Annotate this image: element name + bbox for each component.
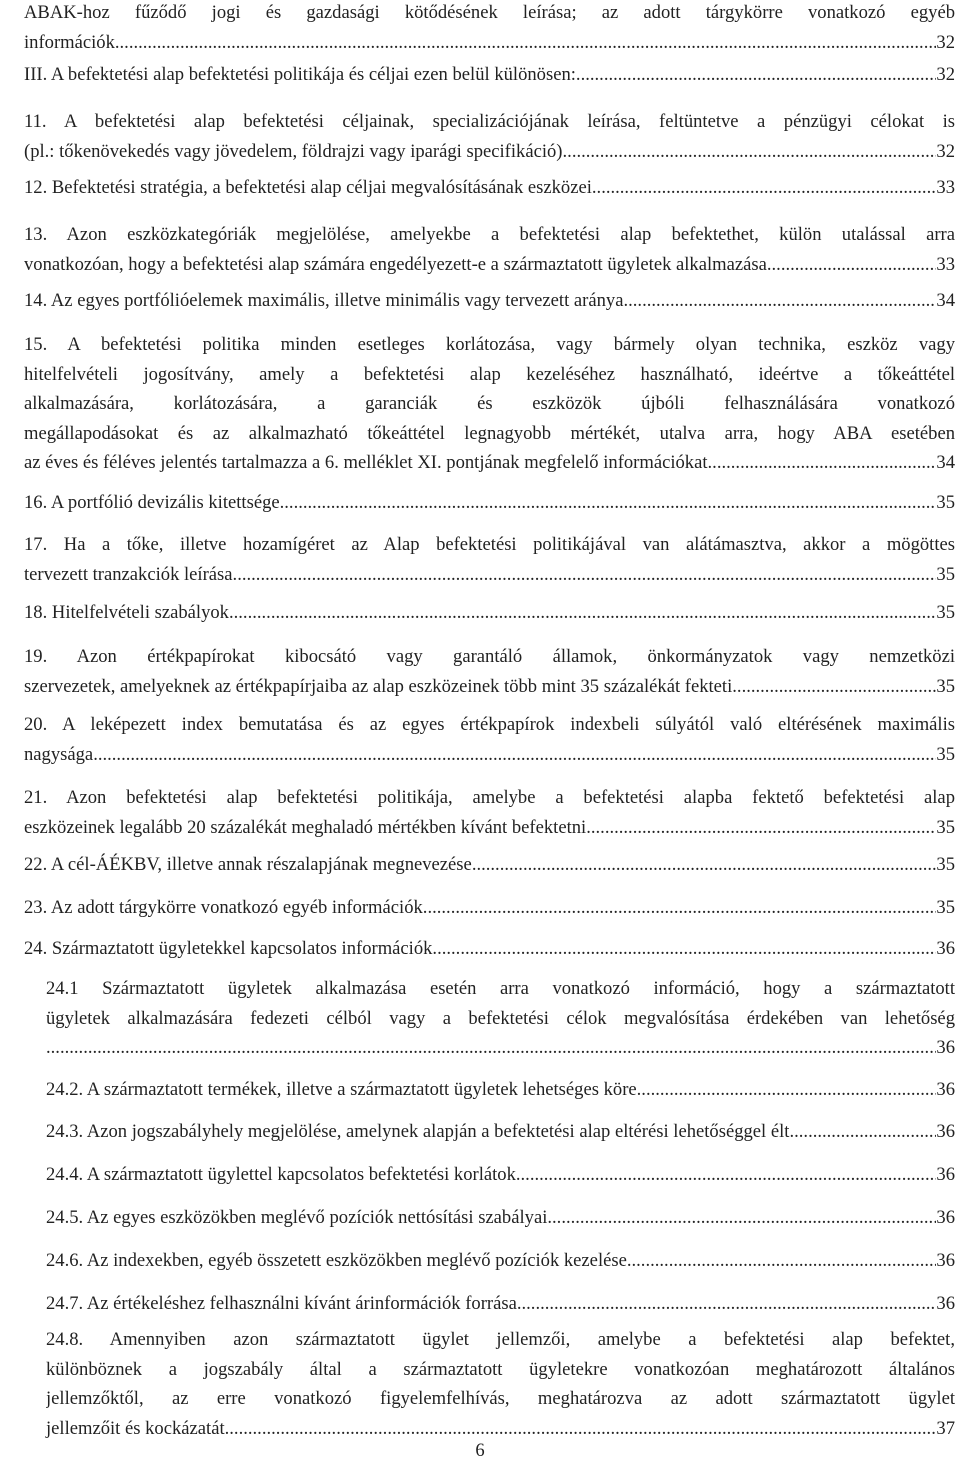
dot-leader — [472, 850, 937, 880]
toc-entry[interactable] — [24, 173, 955, 203]
toc-page-number: 32 — [936, 31, 955, 53]
dot-leader — [432, 934, 936, 964]
toc-entry-last-line — [24, 893, 955, 923]
toc-entry[interactable] — [46, 1160, 955, 1190]
toc-entry[interactable] — [24, 783, 955, 842]
toc-entry[interactable] — [24, 107, 955, 166]
toc-page-number: 33 — [936, 177, 955, 198]
toc-entry-last-line — [46, 1246, 955, 1276]
dot-leader — [627, 1246, 937, 1276]
toc-page-number: 35 — [936, 492, 955, 513]
toc-entry-text-line: 13. Azon eszközkategóriák megjelölése, amelyekbe a befektetési alap befektethet, külön utalással arra — [24, 224, 955, 245]
toc-entry[interactable] — [46, 1075, 955, 1105]
toc-page-number: 35 — [936, 563, 955, 585]
toc-entry-title: 24.5. Az egyes eszközökben meglévő pozíciók nettósítási szabályai — [46, 1207, 548, 1228]
toc-entry-text-line: ABAK-hoz fűződő jogi és gazdasági kötődésének leírása; az adott tárgykörre vonatkozó egyéb — [24, 2, 955, 23]
toc-entry[interactable] — [24, 850, 955, 880]
toc-entry-last-line — [24, 250, 955, 280]
toc-entry-text-line: hitelfelvételi jogosítvány, amely a befektetési alap kezeléséhez használható, ideértve a tőkeáttétel — [24, 363, 955, 385]
toc-entry-last-line — [46, 1160, 955, 1190]
toc-entry-last-line — [24, 850, 955, 880]
toc-entry-last-line — [24, 672, 955, 702]
toc-entry[interactable] — [24, 710, 955, 769]
toc-entry-last-line — [46, 1075, 955, 1105]
toc-entry-last-line — [24, 560, 955, 590]
toc-page-number: 37 — [936, 1417, 955, 1439]
toc-entry-last-line — [24, 598, 955, 628]
toc-entry-title: információk — [24, 31, 115, 53]
toc-page-number: 36 — [936, 1164, 955, 1185]
toc-entry-last-line — [24, 488, 955, 518]
toc-entry[interactable] — [46, 1289, 955, 1319]
dot-leader — [732, 672, 936, 702]
toc-page-number: 36 — [936, 1037, 955, 1058]
toc-page-number: 35 — [936, 897, 955, 918]
toc-entry-title: 24.4. A származtatott ügylettel kapcsolatos befektetési korlátok — [46, 1164, 516, 1185]
toc-entry-title: 24.6. Az indexekben, egyéb összetett eszközökben meglévő pozíciók kezelése — [46, 1250, 627, 1271]
toc-entry-last-line — [24, 173, 955, 203]
toc-entry[interactable] — [46, 1246, 955, 1276]
dot-leader — [708, 448, 937, 478]
dot-leader — [623, 286, 936, 316]
toc-entry-last-line — [46, 1414, 955, 1444]
toc-page-number: 35 — [936, 743, 955, 765]
toc-entry[interactable] — [24, 642, 955, 701]
toc-entry-last-line — [46, 1117, 955, 1147]
toc-entry-title: szervezetek, amelyeknek az értékpapírjaiba az alap eszközeinek több mint 35 százalékát fekteti — [24, 675, 733, 697]
toc-entry-text-line: 24.8. Amennyiben azon származtatott ügylet jellemzői, amelybe a befektetési alap befektet, — [46, 1329, 955, 1350]
toc-entry-last-line — [46, 1289, 955, 1319]
toc-entry-title: tervezett tranzakciók leírása — [24, 563, 233, 585]
toc-entry-title: 18. Hitelfelvételi szabályok — [24, 602, 229, 623]
toc-page-number: 33 — [936, 253, 955, 275]
dot-leader — [592, 173, 937, 203]
dot-leader — [767, 250, 937, 280]
toc-entry-title: 14. Az egyes portfólióelemek maximális, illetve minimális vagy tervezett aránya — [24, 290, 624, 311]
dot-leader — [576, 60, 936, 90]
toc-entry[interactable] — [24, 893, 955, 923]
toc-entry-last-line — [24, 28, 955, 58]
toc-page-number: 36 — [936, 1079, 955, 1100]
dot-leader — [516, 1160, 937, 1190]
toc-entry-text-line: megállapodásokat és az alkalmazható tőkeáttétel legnagyobb mértékét, utalva arra, hogy ABA esetében — [24, 422, 955, 444]
toc-entry-title: jellemzőit és kockázatát — [46, 1417, 225, 1439]
toc-entry[interactable] — [24, 0, 955, 57]
dot-leader — [46, 1033, 936, 1063]
toc-entry-last-line — [24, 137, 955, 167]
dot-leader — [517, 1289, 937, 1319]
dot-leader — [280, 488, 937, 518]
toc-entry[interactable] — [24, 598, 955, 628]
dot-leader — [563, 137, 937, 167]
toc-entry[interactable] — [46, 1203, 955, 1233]
toc-entry[interactable] — [24, 220, 955, 279]
toc-page-number: 32 — [936, 64, 955, 85]
toc-page-number: 36 — [936, 1250, 955, 1271]
toc-entry-last-line — [24, 740, 955, 770]
toc-page-number: 34 — [936, 452, 955, 473]
dot-leader — [547, 1203, 936, 1233]
dot-leader — [93, 740, 936, 770]
toc-page-number: 35 — [936, 602, 955, 623]
toc-entry-title: vonatkozóan, hogy a befektetési alap számára engedélyezett-e a származtatott ügyletek alkalmazása — [24, 253, 767, 275]
toc-page-number: 35 — [936, 675, 955, 697]
toc-entry-title: 24.2. A származtatott termékek, illetve a származtatott ügyletek lehetséges köre — [46, 1079, 637, 1100]
toc-entry-title: nagysága — [24, 743, 94, 765]
toc-page-number: 36 — [936, 1207, 955, 1228]
dot-leader — [586, 813, 936, 843]
toc-entry-title: 24. Származtatott ügyletekkel kapcsolatos információk — [24, 938, 433, 959]
toc-entry-text-line: 24.1 Származtatott ügyletek alkalmazása esetén arra vonatkozó információ, hogy a származtatott — [46, 978, 955, 999]
toc-page-number: 36 — [936, 1121, 955, 1142]
toc-entry-last-line — [24, 813, 955, 843]
toc-entry[interactable] — [24, 934, 955, 964]
dot-leader — [115, 28, 937, 58]
toc-entry[interactable] — [24, 60, 955, 90]
toc-entry-text-line: 17. Ha a tőke, illetve hozamígéret az Alap befektetési politikájával van alátámasztva, akkor a mögöttes — [24, 534, 955, 555]
toc-entry-title: az éves és féléves jelentés tartalmazza a 6. melléklet XI. pontjának megfelelő információkat — [24, 452, 708, 473]
toc-entry-title: III. A befektetési alap befektetési politikája és céljai ezen belül különösen: — [24, 64, 576, 85]
toc-entry-title: 23. Az adott tárgykörre vonatkozó egyéb információk — [24, 897, 423, 918]
toc-entry[interactable] — [24, 488, 955, 518]
toc-entry-last-line — [24, 448, 955, 478]
toc-entry-text-line: alkalmazására, korlátozására, a garanciák és eszközök újbóli felhasználására vonatkozó — [24, 393, 955, 414]
dot-leader — [233, 560, 937, 590]
toc-entry-title: 24.7. Az értékeléshez felhasználni kívánt árinformációk forrása — [46, 1293, 517, 1314]
dot-leader — [225, 1414, 937, 1444]
toc-entry-title: 24.3. Azon jogszabályhely megjelölése, amelynek alapján a befektetési alap eltérési lehetőséggel élt — [46, 1121, 790, 1142]
toc-entry-text-line: 11. A befektetési alap befektetési céljainak, specializációjának leírása, feltüntetve a pénzügyi célokat is — [24, 111, 955, 132]
toc-entry-last-line — [24, 934, 955, 964]
page-number: 6 — [475, 1440, 485, 1461]
toc-entry-title: eszközeinek legalább 20 százalékát meghaladó mértékben kívánt befektetni — [24, 816, 587, 838]
toc-page-number: 36 — [936, 938, 955, 959]
toc-page-number: 34 — [936, 290, 955, 311]
toc-entry[interactable] — [24, 286, 955, 316]
toc-entry[interactable] — [46, 974, 955, 1063]
toc-page-number: 35 — [936, 854, 955, 875]
toc-page-number: 35 — [936, 816, 955, 838]
toc-entry[interactable] — [24, 530, 955, 589]
toc-entry-text-line: jellemzőktől, az erre vonatkozó figyelemfelhívás, meghatározva az adott származtatott ügylet — [46, 1388, 955, 1409]
dot-leader — [229, 598, 936, 628]
toc-page-number: 36 — [936, 1293, 955, 1314]
toc-entry-text-line: 15. A befektetési politika minden esetleges korlátozása, vagy bármely olyan technika, eszköz vagy — [24, 334, 955, 355]
dot-leader — [423, 893, 937, 923]
dot-leader — [789, 1117, 936, 1147]
toc-entry[interactable] — [46, 1117, 955, 1147]
toc-entry-title: 16. A portfólió devizális kitettsége — [24, 492, 280, 513]
toc-entry-text-line: ügyletek alkalmazására fedezeti célból vagy a befektetési célok megvalósítása érdekében van lehetőség — [46, 1007, 955, 1029]
toc-entry-text-line: 20. A leképezett index bemutatása és az egyes értékpapírok indexbeli súlyától való eltérésének maximális — [24, 714, 955, 735]
toc-entry-title: (pl.: tőkenövekedés vagy jövedelem, földrajzi vagy iparági specifikáció) — [24, 140, 563, 162]
toc-entry-title: 22. A cél-ÁÉKBV, illetve annak részalapjának megnevezése — [24, 854, 472, 875]
toc-entry-text-line: 19. Azon értékpapírokat kibocsátó vagy garantáló államok, önkormányzatok vagy nemzetközi — [24, 646, 955, 667]
toc-page-number: 32 — [936, 140, 955, 162]
toc-entry[interactable] — [46, 1325, 955, 1443]
dot-leader — [637, 1075, 937, 1105]
toc-entry-last-line — [24, 286, 955, 316]
toc-entry-text-line: 21. Azon befektetési alap befektetési politikája, amelybe a befektetési alapba fektető befektetési alap — [24, 787, 955, 808]
toc-entry-text-line: különböznek a jogszabály által a származtatott ügyletekre vonatkozóan meghatározott általános — [46, 1358, 955, 1380]
toc-entry-title: 12. Befektetési stratégia, a befektetési alap céljai megvalósításának eszközei — [24, 177, 592, 198]
toc-entry-last-line — [46, 1203, 955, 1233]
toc-entry-last-line — [46, 1033, 955, 1063]
toc-entry[interactable] — [24, 330, 955, 478]
toc-entry-last-line — [24, 60, 955, 90]
